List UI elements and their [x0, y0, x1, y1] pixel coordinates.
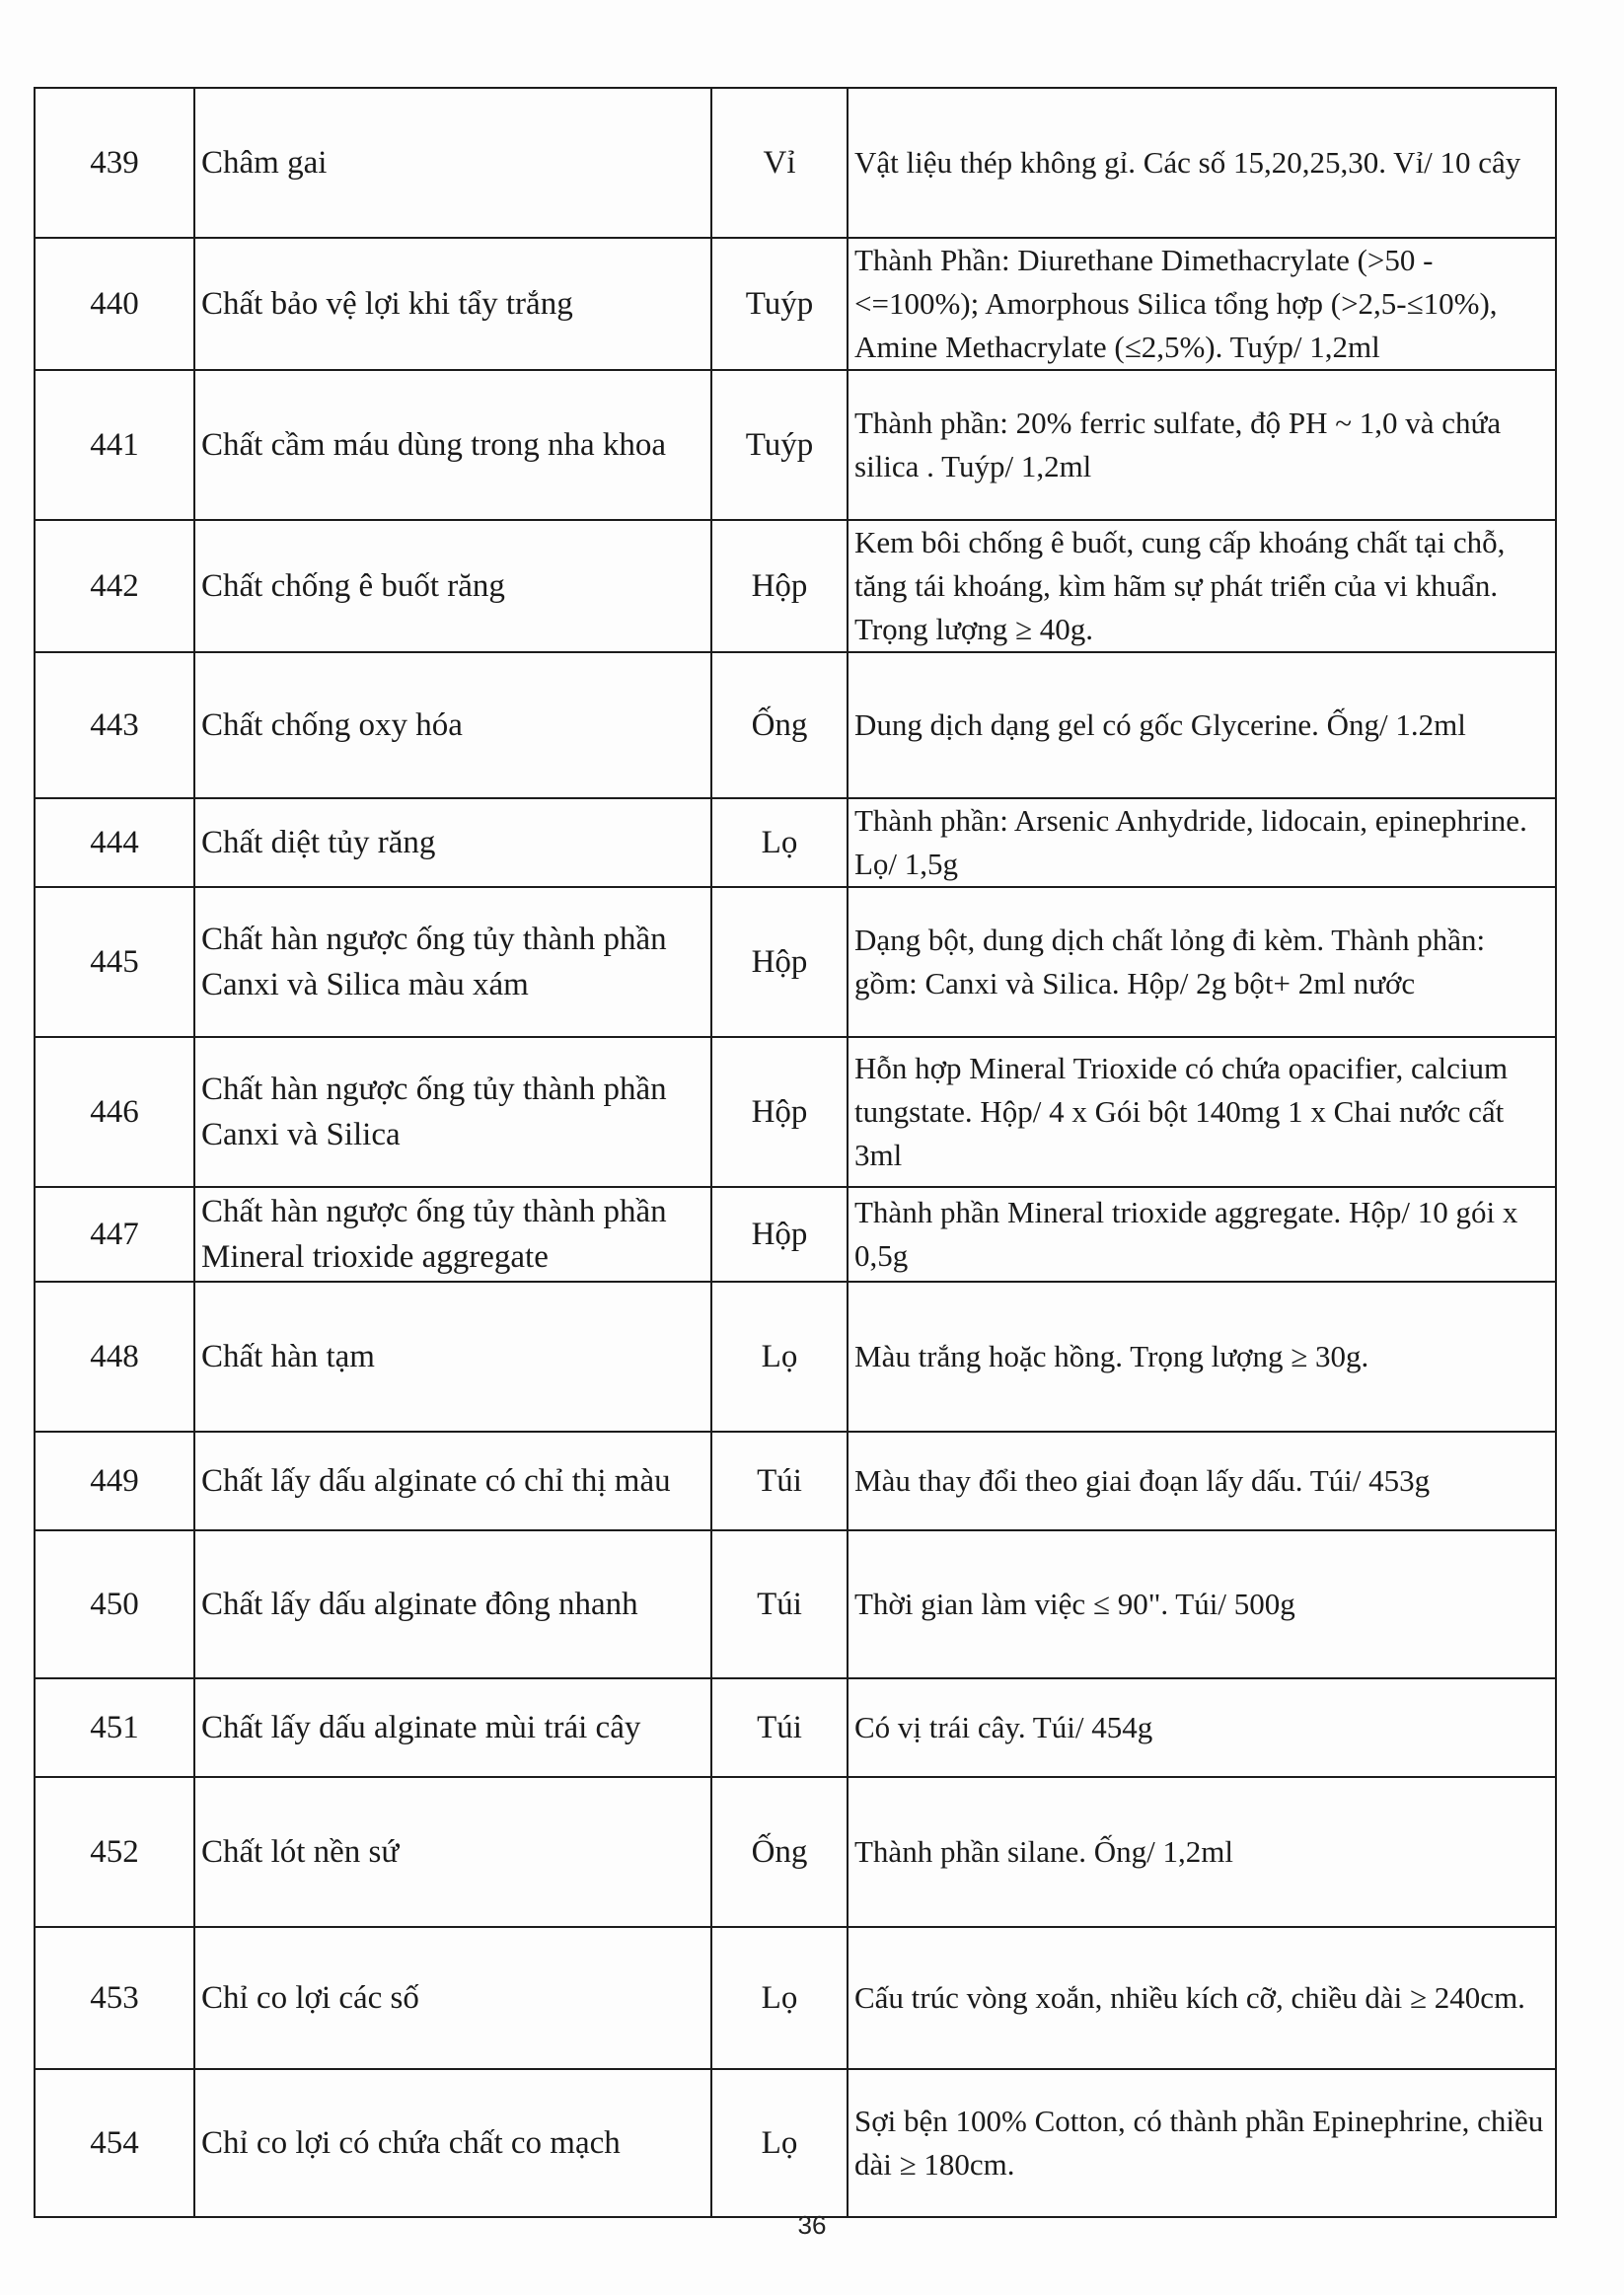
table-row [35, 1187, 1556, 1282]
item-name: Chất hàn ngược ống tủy thành phần Canxi và Silica [194, 1037, 711, 1187]
table-row [35, 520, 1556, 652]
table-row [35, 370, 1556, 520]
item-unit: Ống [711, 1777, 848, 1927]
item-description: Thành Phần: Diurethane Dimethacrylate (>50 - <=100%); Amorphous Silica tổng hợp (>2,5-≤10%), Amine Methacrylate (≤2,5%). Tuýp/ 1,2ml [848, 238, 1556, 370]
row-number: 440 [35, 238, 194, 370]
row-number: 444 [35, 798, 194, 887]
table-row [35, 652, 1556, 798]
item-name: Chỉ co lợi các số [194, 1927, 711, 2069]
item-name: Chất chống ê buốt răng [194, 520, 711, 652]
item-description: Thành phần Mineral trioxide aggregate. Hộp/ 10 gói x 0,5g [848, 1187, 1556, 1282]
item-unit: Lọ [711, 2069, 848, 2217]
row-number: 445 [35, 887, 194, 1037]
item-name: Chất hàn ngược ống tủy thành phần Canxi và Silica màu xám [194, 887, 711, 1037]
item-description: Sợi bện 100% Cotton, có thành phần Epinephrine, chiều dài ≥ 180cm. [848, 2069, 1556, 2217]
item-unit: Lọ [711, 1282, 848, 1432]
row-number: 441 [35, 370, 194, 520]
item-name: Chất diệt tủy răng [194, 798, 711, 887]
row-number: 454 [35, 2069, 194, 2217]
table-row [35, 88, 1556, 238]
item-unit: Hộp [711, 887, 848, 1037]
item-name: Chất chống oxy hóa [194, 652, 711, 798]
row-number: 439 [35, 88, 194, 238]
item-description: Có vị trái cây. Túi/ 454g [848, 1678, 1556, 1777]
item-name: Chất lót nền sứ [194, 1777, 711, 1927]
page-number: 36 [797, 2210, 827, 2240]
item-description: Thành phần silane. Ống/ 1,2ml [848, 1777, 1556, 1927]
row-number: 446 [35, 1037, 194, 1187]
item-unit: Hộp [711, 520, 848, 652]
item-name: Chất bảo vệ lợi khi tẩy trắng [194, 238, 711, 370]
table-row [35, 238, 1556, 370]
item-description: Vật liệu thép không gỉ. Các số 15,20,25,30. Vỉ/ 10 cây [848, 88, 1556, 238]
item-unit: Hộp [711, 1037, 848, 1187]
row-number: 442 [35, 520, 194, 652]
item-description: Dạng bột, dung dịch chất lỏng đi kèm. Thành phần: gồm: Canxi và Silica. Hộp/ 2g bột+ 2ml nước [848, 887, 1556, 1037]
item-unit: Hộp [711, 1187, 848, 1282]
item-unit: Lọ [711, 798, 848, 887]
item-name: Chất hàn tạm [194, 1282, 711, 1432]
item-unit: Lọ [711, 1927, 848, 2069]
table-row [35, 1282, 1556, 1432]
item-unit: Vỉ [711, 88, 848, 238]
item-description: Cấu trúc vòng xoắn, nhiều kích cỡ, chiều dài ≥ 240cm. [848, 1927, 1556, 2069]
table-row [35, 1678, 1556, 1777]
item-unit: Túi [711, 1678, 848, 1777]
item-description: Hỗn hợp Mineral Trioxide có chứa opacifier, calcium tungstate. Hộp/ 4 x Gói bột 140mg 1 x Chai nước cất 3ml [848, 1037, 1556, 1187]
item-name: Chất lấy dấu alginate mùi trái cây [194, 1678, 711, 1777]
supply-table [34, 87, 1557, 2218]
table-row [35, 1530, 1556, 1678]
item-description: Kem bôi chống ê buốt, cung cấp khoáng chất tại chỗ, tăng tái khoáng, kìm hãm sự phát triển của vi khuẩn. Trọng lượng ≥ 40g. [848, 520, 1556, 652]
item-description: Dung dịch dạng gel có gốc Glycerine. Ống/ 1.2ml [848, 652, 1556, 798]
row-number: 449 [35, 1432, 194, 1530]
item-description: Màu trắng hoặc hồng. Trọng lượng ≥ 30g. [848, 1282, 1556, 1432]
item-description: Thời gian làm việc ≤ 90". Túi/ 500g [848, 1530, 1556, 1678]
item-name: Chất lấy dấu alginate có chỉ thị màu [194, 1432, 711, 1530]
row-number: 447 [35, 1187, 194, 1282]
row-number: 450 [35, 1530, 194, 1678]
row-number: 451 [35, 1678, 194, 1777]
row-number: 443 [35, 652, 194, 798]
item-description: Màu thay đổi theo giai đoạn lấy dấu. Túi/ 453g [848, 1432, 1556, 1530]
item-name: Chỉ co lợi có chứa chất co mạch [194, 2069, 711, 2217]
item-unit: Túi [711, 1530, 848, 1678]
item-description: Thành phần: Arsenic Anhydride, lidocain, epinephrine. Lọ/ 1,5g [848, 798, 1556, 887]
item-name: Châm gai [194, 88, 711, 238]
table-row [35, 1432, 1556, 1530]
row-number: 452 [35, 1777, 194, 1927]
item-unit: Tuýp [711, 370, 848, 520]
row-number: 453 [35, 1927, 194, 2069]
table-row [35, 2069, 1556, 2217]
table-row [35, 1777, 1556, 1927]
row-number: 448 [35, 1282, 194, 1432]
item-name: Chất hàn ngược ống tủy thành phần Mineral trioxide aggregate [194, 1187, 711, 1282]
item-name: Chất lấy dấu alginate đông nhanh [194, 1530, 711, 1678]
table-row [35, 887, 1556, 1037]
item-unit: Ống [711, 652, 848, 798]
item-unit: Túi [711, 1432, 848, 1530]
item-name: Chất cầm máu dùng trong nha khoa [194, 370, 711, 520]
table-row [35, 1037, 1556, 1187]
table-row [35, 798, 1556, 887]
item-description: Thành phần: 20% ferric sulfate, độ PH ~ 1,0 và chứa silica . Tuýp/ 1,2ml [848, 370, 1556, 520]
table-row [35, 1927, 1556, 2069]
item-unit: Tuýp [711, 238, 848, 370]
